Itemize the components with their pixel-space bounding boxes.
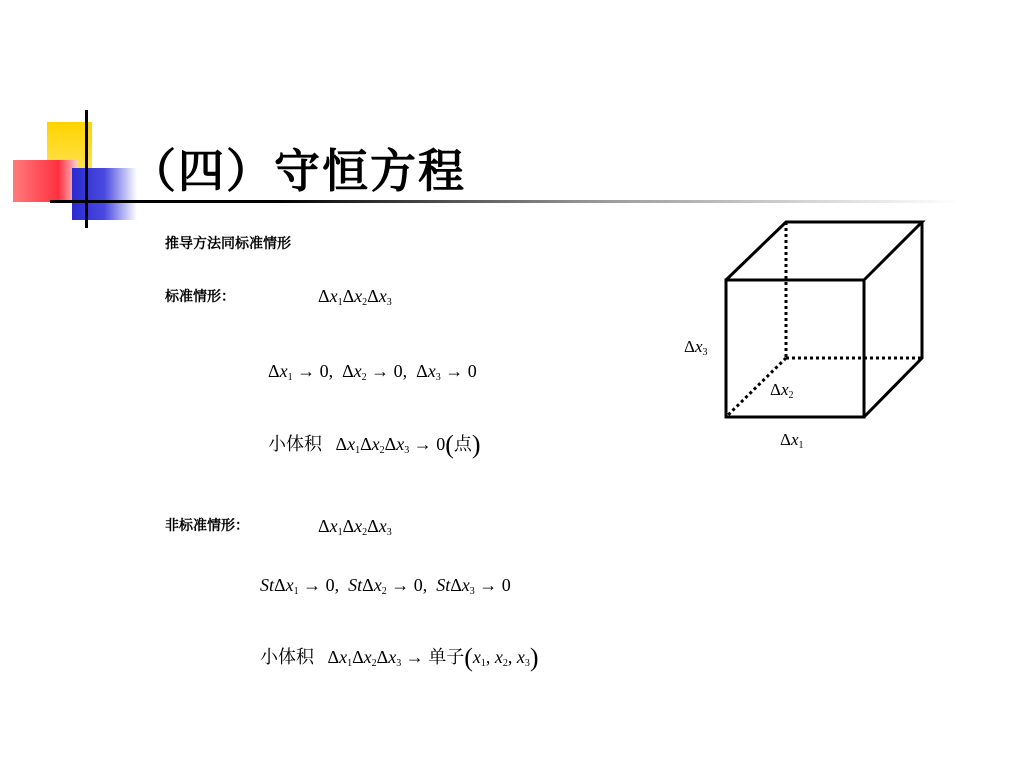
delta-symbol: Δ bbox=[342, 516, 355, 536]
delta-symbol: Δ bbox=[318, 516, 330, 536]
arrow-limit: → 0 bbox=[474, 575, 511, 595]
delta-symbol: Δ bbox=[780, 430, 791, 449]
var-x: x bbox=[780, 380, 789, 399]
delta-symbol: Δ bbox=[360, 434, 372, 454]
var-x: x bbox=[329, 516, 338, 536]
var-x: x bbox=[427, 361, 436, 381]
subscript: 1 bbox=[287, 372, 293, 383]
var-x: x bbox=[363, 647, 372, 667]
subscript: 1 bbox=[337, 527, 343, 538]
standard-limits-expr bbox=[268, 361, 477, 383]
cube-label-x3 bbox=[684, 337, 707, 358]
delta-symbol: Δ bbox=[342, 286, 355, 306]
var-x: x bbox=[339, 647, 348, 667]
delta-symbol: Δ bbox=[384, 434, 397, 454]
delta-symbol: Δ bbox=[342, 361, 354, 381]
subscript: 1 bbox=[337, 297, 343, 308]
arrow-limit: → 0, bbox=[366, 361, 412, 381]
right-paren: ) bbox=[471, 430, 481, 459]
cube-top-face bbox=[726, 222, 922, 280]
var-x: x bbox=[347, 434, 356, 454]
nonstandard-limits-expr bbox=[260, 575, 511, 597]
cube-label-x2 bbox=[770, 380, 793, 401]
title-ornament-blue-block bbox=[72, 168, 137, 220]
subscript: 3 bbox=[396, 658, 402, 669]
delta-symbol: Δ bbox=[684, 337, 695, 356]
subscript: 3 bbox=[702, 347, 708, 358]
delta-symbol: Δ bbox=[770, 380, 781, 399]
standard-case-label: 标准情形： bbox=[165, 289, 235, 305]
subscript: 2 bbox=[362, 297, 368, 308]
var-x: x bbox=[694, 337, 703, 356]
monad-word: 单子 bbox=[428, 647, 465, 668]
subscript: 3 bbox=[524, 658, 530, 669]
delta-symbol: Δ bbox=[268, 361, 280, 381]
subscript: 3 bbox=[469, 586, 475, 597]
delta-symbol: Δ bbox=[416, 361, 428, 381]
standard-volume-expr bbox=[318, 286, 392, 308]
subscript: 3 bbox=[435, 372, 441, 383]
stretch-operator: St bbox=[260, 575, 275, 595]
cube-diagram bbox=[680, 215, 940, 455]
subscript: 2 bbox=[371, 658, 377, 669]
delta-symbol: Δ bbox=[335, 434, 348, 454]
subscript: 2 bbox=[788, 390, 794, 401]
left-paren: ( bbox=[464, 643, 473, 672]
var-x: x bbox=[279, 361, 288, 381]
delta-symbol: Δ bbox=[367, 286, 379, 306]
var-x: x bbox=[378, 286, 387, 306]
var-x: x bbox=[378, 516, 387, 536]
small-volume-label: 小体积 bbox=[260, 647, 314, 668]
var-x: x bbox=[494, 647, 503, 667]
title-ornament-red-block bbox=[13, 160, 78, 202]
standard-result-expr bbox=[268, 430, 481, 460]
var-x: x bbox=[461, 575, 470, 595]
var-x: x bbox=[354, 516, 363, 536]
subscript: 2 bbox=[361, 372, 367, 383]
slide-title: （四）守恒方程 bbox=[130, 144, 466, 198]
var-x: x bbox=[371, 434, 380, 454]
subscript: 2 bbox=[502, 658, 508, 669]
right-paren: ) bbox=[529, 643, 539, 672]
arrow-limit: → 0, bbox=[298, 575, 344, 595]
var-x: x bbox=[329, 286, 338, 306]
delta-symbol: Δ bbox=[327, 647, 340, 667]
var-x: x bbox=[373, 575, 382, 595]
subscript: 2 bbox=[381, 586, 387, 597]
var-x: x bbox=[472, 647, 481, 667]
left-paren: ( bbox=[445, 430, 454, 459]
subscript: 1 bbox=[347, 658, 353, 669]
title-ornament-vertical-line bbox=[85, 110, 88, 228]
var-x: x bbox=[396, 434, 405, 454]
subscript: 3 bbox=[404, 445, 410, 456]
stretch-operator: St bbox=[348, 575, 363, 595]
point-word: 点 bbox=[453, 434, 472, 455]
subscript: 3 bbox=[386, 527, 392, 538]
var-x: x bbox=[790, 430, 799, 449]
nonstandard-result-expr bbox=[260, 643, 539, 673]
arrow-limit: → 0 bbox=[440, 361, 477, 381]
comma: , bbox=[485, 647, 495, 667]
subscript: 2 bbox=[362, 527, 368, 538]
delta-symbol: Δ bbox=[362, 575, 374, 595]
delta-symbol: Δ bbox=[318, 286, 330, 306]
delta-symbol: Δ bbox=[367, 516, 379, 536]
delta-symbol: Δ bbox=[274, 575, 286, 595]
subscript: 1 bbox=[355, 445, 361, 456]
subscript: 1 bbox=[293, 586, 299, 597]
intro-text: 推导方法同标准情形 bbox=[165, 236, 291, 252]
var-x: x bbox=[516, 647, 525, 667]
small-volume-label: 小体积 bbox=[268, 434, 322, 455]
comma: , bbox=[507, 647, 517, 667]
arrow-limit: → 0 bbox=[409, 434, 446, 454]
var-x: x bbox=[354, 286, 363, 306]
delta-symbol: Δ bbox=[376, 647, 389, 667]
subscript: 2 bbox=[379, 445, 385, 456]
delta-symbol: Δ bbox=[352, 647, 364, 667]
var-x: x bbox=[388, 647, 397, 667]
nonstandard-volume-expr bbox=[318, 516, 392, 538]
cube-label-x1 bbox=[780, 430, 803, 451]
arrow-limit: → bbox=[401, 647, 429, 667]
subscript: 1 bbox=[480, 658, 486, 669]
stretch-operator: St bbox=[436, 575, 451, 595]
subscript: 1 bbox=[798, 440, 804, 451]
var-x: x bbox=[353, 361, 362, 381]
arrow-limit: → 0, bbox=[386, 575, 432, 595]
nonstandard-case-label: 非标准情形： bbox=[165, 518, 249, 534]
subscript: 3 bbox=[386, 297, 392, 308]
arrow-limit: → 0, bbox=[292, 361, 338, 381]
var-x: x bbox=[285, 575, 294, 595]
delta-symbol: Δ bbox=[450, 575, 462, 595]
